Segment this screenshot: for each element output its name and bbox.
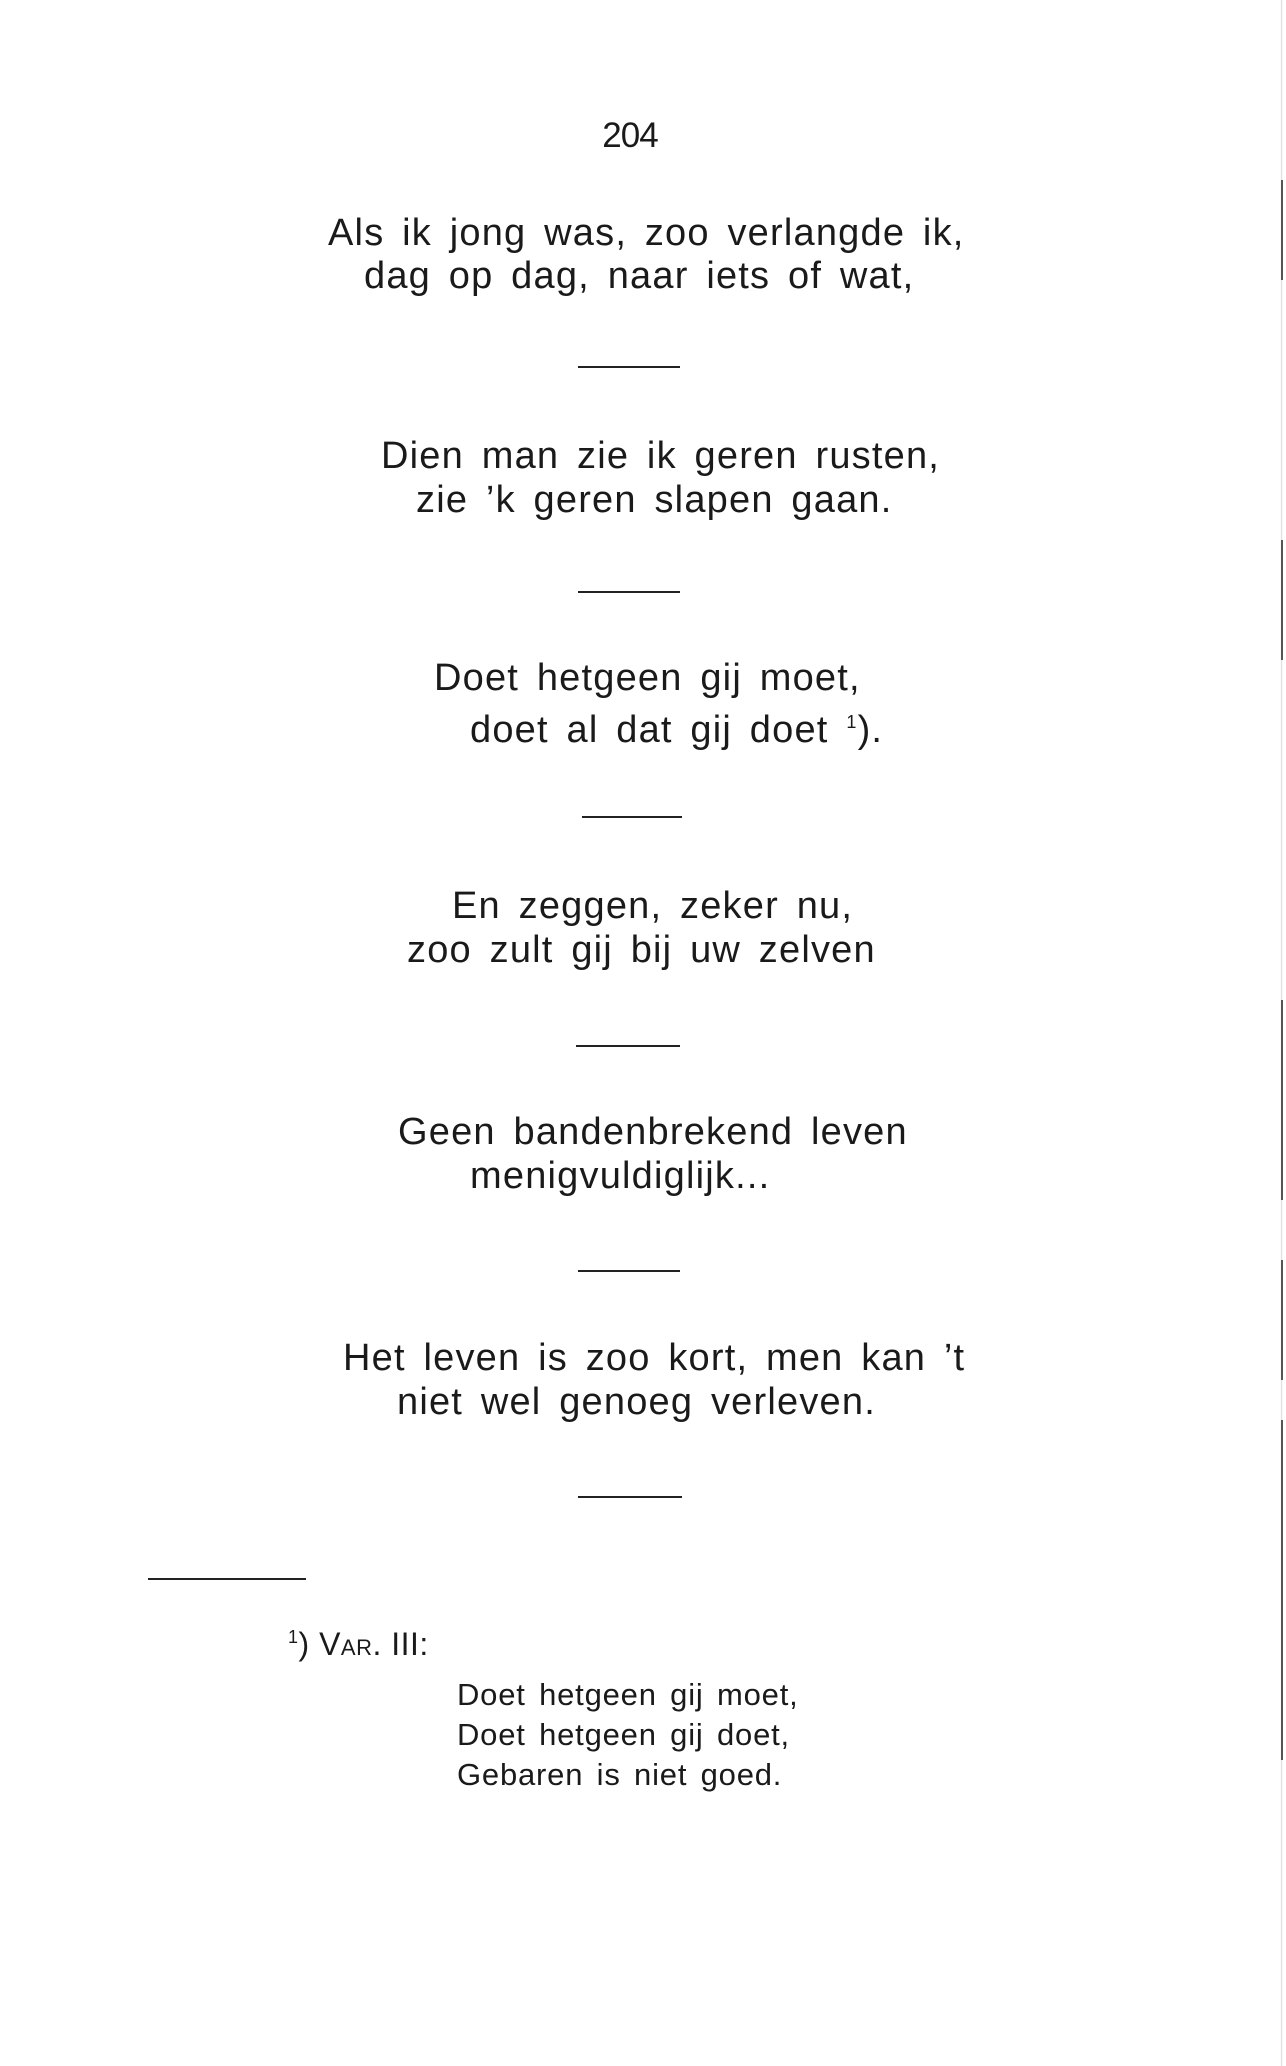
footnote-rule [148,1578,306,1580]
page-edge-mark [1281,180,1283,280]
stanza-divider [578,591,680,593]
page-edge-mark [1281,1000,1283,1200]
footnote-reference-tail: ). [857,709,884,751]
footnote-line-3: Gebaren is niet goed. [457,1757,783,1792]
footnote-number: 1 [288,1627,299,1647]
footnote-line-2: Doet hetgeen gij doet, [457,1717,790,1752]
stanza-3-line-1: Doet hetgeen gij moet, [434,657,861,699]
stanza-divider [578,366,680,368]
stanza-divider [578,1496,682,1498]
stanza-3-line-2-text: doet al dat gij doet [470,709,829,751]
page-edge-mark [1281,540,1283,660]
stanza-divider [582,816,682,818]
footnote-marker [288,1617,429,1664]
stanza-1-line-1: Als ik jong was, zoo verlangde ik, [328,212,965,254]
stanza-4-line-2: zoo zult gij bij uw zelven [407,929,876,971]
footnote-line-1: Doet hetgeen gij moet, [457,1677,799,1712]
stanza-6-line-1: Het leven is zoo kort, men kan ’t [343,1337,966,1379]
stanza-3-line-2 [470,700,883,752]
page-number: 204 [602,116,658,155]
stanza-5-line-1: Geen bandenbrekend leven [398,1111,908,1153]
stanza-2-line-1: Dien man zie ik geren rusten, [381,435,941,477]
page-edge-mark [1281,1260,1283,1380]
stanza-6-line-2: niet wel genoeg verleven. [397,1381,876,1423]
page-edge-mark [1281,1420,1283,1760]
stanza-1-line-2: dag op dag, naar iets of wat, [364,255,915,297]
stanza-divider [576,1045,680,1047]
stanza-2-line-2: zie ’k geren slapen gaan. [416,479,893,521]
stanza-divider [578,1270,680,1272]
stanza-5-line-2: menigvuldiglijk... [470,1155,771,1197]
footnote-label: Var. III: [319,1626,429,1662]
stanza-4-line-1: En zeggen, zeker nu, [452,885,854,927]
footnote-reference: 1 [846,712,858,732]
footnote-close: ) [298,1626,310,1662]
